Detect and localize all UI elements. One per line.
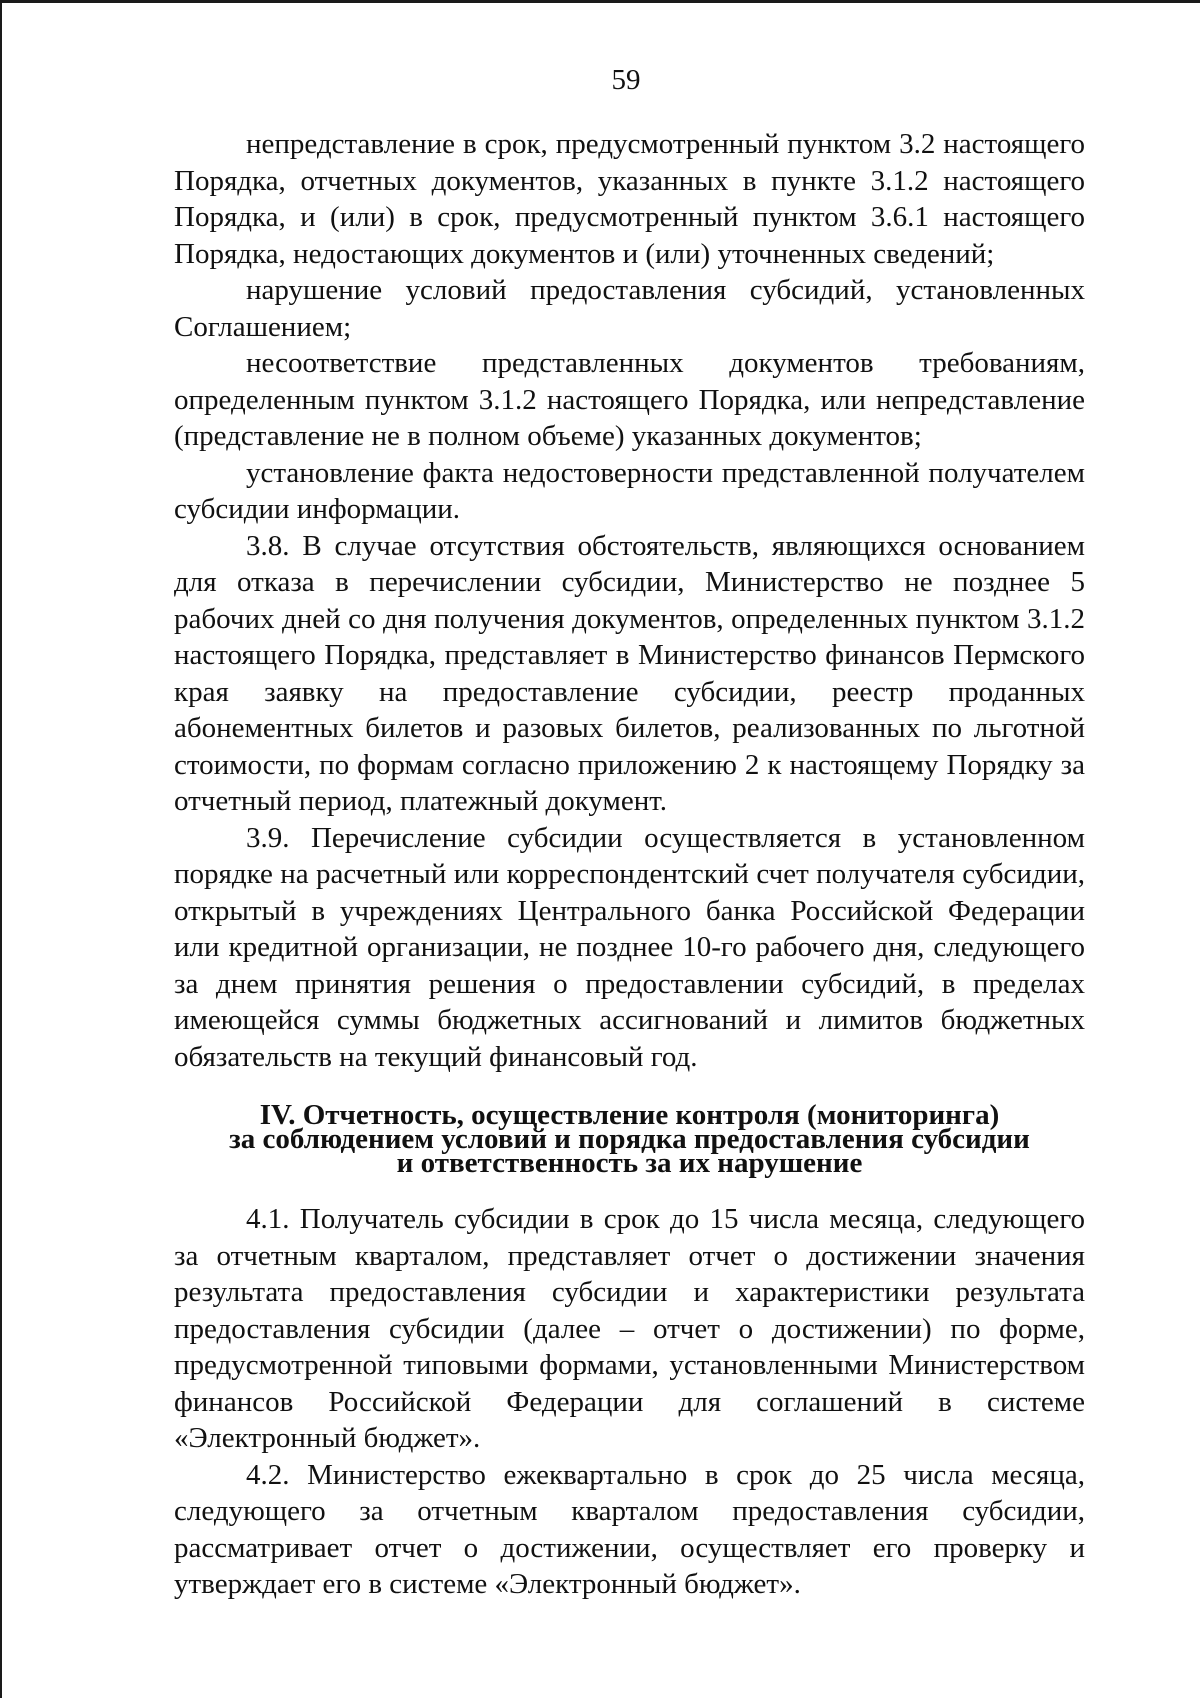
- paragraph-nonsubmission: непредставление в срок, предусмотренный пунктом 3.2 настоящего Порядка, отчетных документов, указанных в пункте 3.1.2 настоящего Порядка, и (или) в срок, предусмотренный пунктом 3.6.1 настоящего Порядка, недостающих документов и (или) уточненных сведений;: [174, 128, 1085, 270]
- section-heading-line-1: IV. Отчетность, осуществление контроля (мониторинга): [259, 1099, 1000, 1131]
- scan-edge-top: [0, 0, 1200, 3]
- paragraph-violation: нарушение условий предоставления субсидий, установленных Соглашением;: [174, 274, 1085, 343]
- document-body: [174, 126, 1085, 1603]
- page-number: 59: [611, 64, 641, 96]
- paragraph-4-2: 4.2. Министерство ежеквартально в срок до 25 числа месяца, следующего за отчетным кварталом предоставления субсидии, рассматривает отчет о достижении, осуществляет его проверку и утверждает его в системе «Электронный бюджет».: [174, 1458, 1085, 1600]
- scan-edge-left: [0, 0, 2, 1698]
- paragraph-3-8: 3.8. В случае отсутствия обстоятельств, являющихся основанием для отказа в перечислении субсидии, Министерство не позднее 5 рабочих дней со дня получения документов, определенных пунктом 3.1.2 настоящего Порядка, представляет в Министерство финансов Пермского края заявку на предоставление субсидии, реестр проданных абонементных билетов и разовых билетов, реализованных по льготной стоимости, по формам согласно приложению 2 к настоящему Порядку за отчетный период, платежный документ.: [174, 529, 1085, 817]
- paragraph-noncompliance: несоответствие представленных документов требованиям, определенным пунктом 3.1.2 настоящего Порядка, или непредставление (представление не в полном объеме) указанных документов;: [174, 347, 1085, 452]
- section-heading-line-2: за соблюдением условий и порядка предоставления субсидии: [229, 1123, 1030, 1155]
- paragraph-3-9: 3.9. Перечисление субсидии осуществляется в установленном порядке на расчетный или корреспондентский счет получателя субсидии, открытый в учреждениях Центрального банка Российской Федерации или кредитной организации, не позднее 10-го рабочего дня, следующего за днем принятия решения о предоставлении субсидий, в пределах имеющейся суммы бюджетных ассигнований и лимитов бюджетных обязательств на текущий финансовый год.: [174, 821, 1085, 1073]
- paragraph-false-information: установление факта недостоверности представленной получателем субсидии информации.: [174, 456, 1085, 525]
- paragraph-4-1: 4.1. Получатель субсидии в срок до 15 числа месяца, следующего за отчетным кварталом, представляет отчет о достижении значения результата предоставления субсидии и характеристики результата предоставления субсидии (далее – отчет о достижении) по форме, предусмотренной типовыми формами, установленными Министерством финансов Российской Федерации для соглашений в системе «Электронный бюджет».: [174, 1203, 1085, 1454]
- section-heading: [174, 1099, 1085, 1179]
- section-heading-line-3: и ответственность за их нарушение: [396, 1147, 863, 1179]
